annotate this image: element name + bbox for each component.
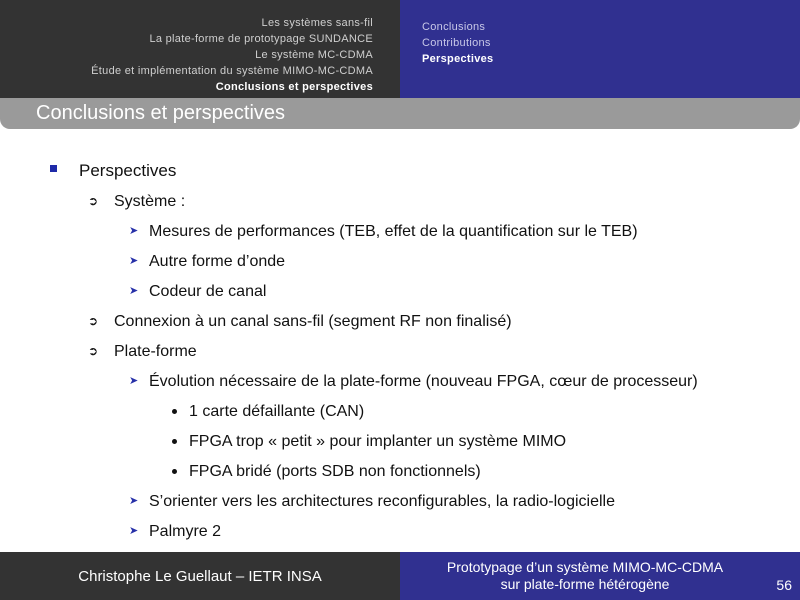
nav-section-conclusions[interactable]: Conclusions et perspectives <box>215 81 373 93</box>
triangle-bullet-icon: ➤ <box>129 285 139 297</box>
list-item-evolution: Évolution nécessaire de la plate-forme (nouveau FPGA, cœur de processeur) <box>149 373 698 390</box>
nav-subsection-contributions[interactable]: Contributions <box>422 37 491 49</box>
slide-title-bar <box>0 98 800 129</box>
list-item-fpga-bride: FPGA bridé (ports SDB non fonctionnels) <box>189 463 481 480</box>
list-item-plate-forme: Plate-forme <box>114 343 197 360</box>
arrow-bullet-icon: ➲ <box>88 314 99 328</box>
list-item-mesures: Mesures de performances (TEB, effet de la quantification sur le TEB) <box>149 223 638 240</box>
section-nav <box>91 15 373 95</box>
footer-title <box>400 559 770 593</box>
triangle-bullet-icon: ➤ <box>129 255 139 267</box>
subsection-nav <box>422 19 493 67</box>
nav-subsection-perspectives[interactable]: Perspectives <box>422 53 494 65</box>
footer-title-line1: Prototypage d’un système MIMO-MC-CDMA <box>446 559 724 575</box>
list-item-perspectives: Perspectives <box>79 161 177 180</box>
section-nav-panel <box>0 0 400 98</box>
arrow-bullet-icon: ➲ <box>88 344 99 358</box>
list-item-connexion: Connexion à un canal sans-fil (segment RF non finalisé) <box>114 313 512 330</box>
footer-title-panel <box>400 552 800 600</box>
dot-bullet-icon <box>172 439 177 444</box>
dot-bullet-icon <box>172 469 177 474</box>
subsection-nav-panel <box>400 0 800 98</box>
list-item-carte: 1 carte défaillante (CAN) <box>189 403 365 420</box>
list-item-forme-onde: Autre forme d’onde <box>149 253 286 270</box>
footer-author: Christophe Le Guellaut – IETR INSA <box>78 568 322 585</box>
nav-section-mc-cdma[interactable]: Le système MC-CDMA <box>255 49 373 61</box>
triangle-bullet-icon: ➤ <box>129 495 139 507</box>
nav-section-wireless[interactable]: Les systèmes sans-fil <box>261 17 373 29</box>
triangle-bullet-icon: ➤ <box>129 225 139 237</box>
nav-section-sundance[interactable]: La plate-forme de prototypage SUNDANCE <box>149 33 373 45</box>
list-item-fpga-petit: FPGA trop « petit » pour implanter un système MIMO <box>189 433 567 450</box>
dot-bullet-icon <box>172 409 177 414</box>
triangle-bullet-icon: ➤ <box>129 375 139 387</box>
triangle-bullet-icon: ➤ <box>129 525 139 537</box>
list-item-palmyre: Palmyre 2 <box>149 523 222 540</box>
nav-section-mimo-mc-cdma[interactable]: Étude et implémentation du système MIMO-MC-CDMA <box>91 65 373 77</box>
square-bullet-icon <box>50 165 57 172</box>
list-item-orienter: S’orienter vers les architectures reconfigurables, la radio-logicielle <box>149 493 615 510</box>
list-item-systeme: Système : <box>114 193 186 210</box>
arrow-bullet-icon: ➲ <box>88 194 99 208</box>
footer-author-panel <box>0 552 400 600</box>
page-number: 56 <box>776 577 792 593</box>
slide-title: Conclusions et perspectives <box>36 102 286 124</box>
list-item-codeur: Codeur de canal <box>149 283 267 300</box>
footer-title-line2: sur plate-forme hétérogène <box>500 576 670 592</box>
nav-subsection-conclusions[interactable]: Conclusions <box>422 21 486 33</box>
